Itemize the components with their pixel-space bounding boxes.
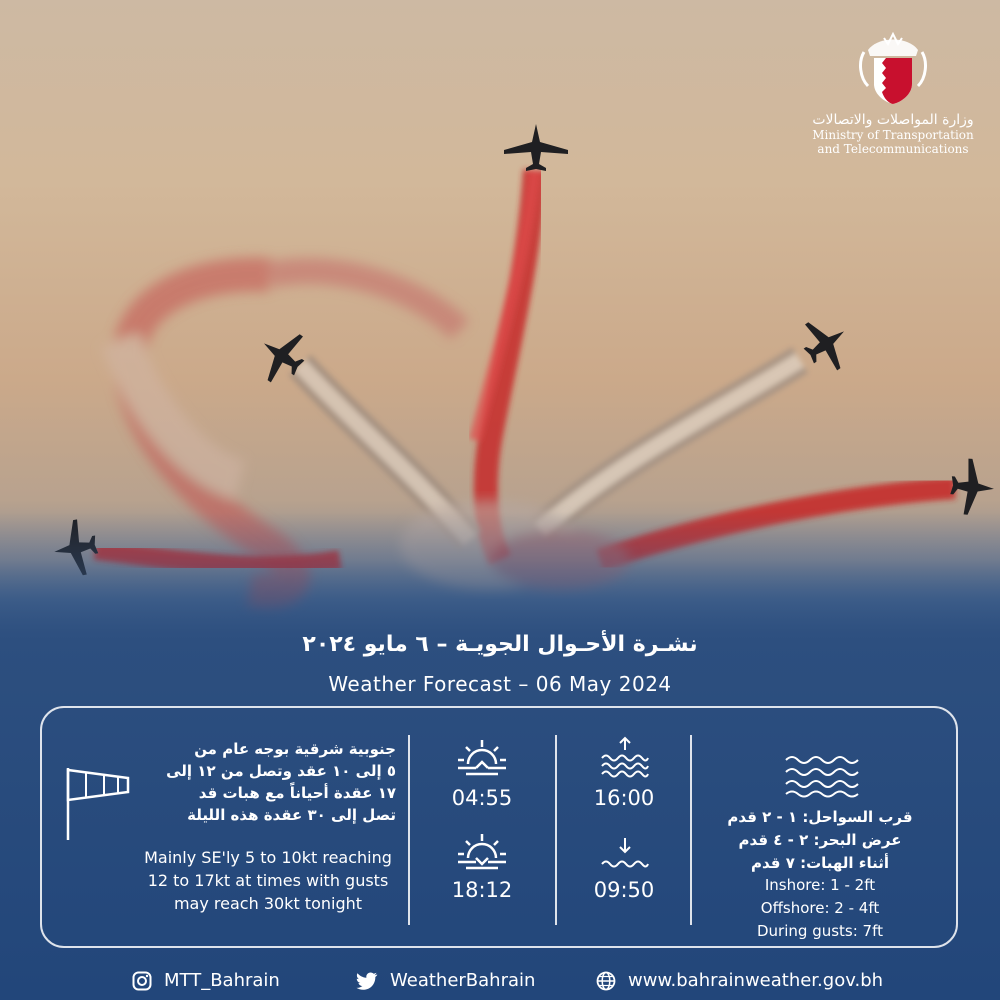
ministry-logo [808, 32, 978, 156]
sunrise-time: 04:55 [451, 786, 513, 810]
wind-line-ar: جنوبية شرقية بوجه عام من [194, 740, 396, 758]
divider [690, 735, 692, 925]
instagram-icon [132, 971, 152, 991]
twitter-link[interactable] [356, 970, 535, 991]
ministry-name-en-line2: and Telecommunications [817, 142, 969, 156]
globe-icon [596, 971, 616, 991]
windsock-icon [62, 764, 134, 844]
wind-forecast-en [130, 846, 406, 915]
high-tide-icon [598, 736, 652, 780]
sea-line-en: During gusts: 7ft [757, 922, 883, 940]
sea-line-en: Offshore: 2 - 4ft [760, 899, 880, 917]
high-tide-time: 16:00 [593, 786, 655, 810]
wind-line-en: may reach 30kt tonight [173, 894, 363, 913]
sunset-icon [456, 832, 508, 872]
website-url: www.bahrainweather.gov.bh [628, 970, 884, 991]
low-tide-icon [598, 836, 652, 872]
ministry-name-ar: وزارة المواصلات والاتصالات [812, 112, 974, 128]
sea-line-ar: عرض البحر: ٢ - ٤ قدم [738, 831, 902, 849]
sea-line-ar: قرب السواحل: ١ - ٢ قدم [727, 808, 913, 826]
instagram-handle: MTT_Bahrain [164, 970, 280, 991]
wind-forecast-ar [140, 738, 396, 826]
sea-state-en [700, 874, 940, 943]
sea-line-ar: أثناء الهبات: ٧ قدم [750, 854, 889, 872]
wind-line-ar: ١٧ عقدة أحياناً مع هبات قد [198, 784, 396, 802]
waves-icon [782, 752, 862, 798]
ministry-name-en-line1: Ministry of Transportation [812, 128, 974, 142]
website-link[interactable] [596, 970, 883, 991]
twitter-icon [356, 972, 378, 990]
wind-line-ar: ٥ إلى ١٠ عقد وتصل من ١٢ إلى [166, 762, 396, 780]
bahrain-emblem-icon [858, 32, 928, 108]
divider [555, 735, 557, 925]
wind-line-en: 12 to 17kt at times with gusts [147, 871, 389, 890]
wind-line-ar: تصل إلى ٣٠ عقدة هذه الليلة [187, 806, 396, 824]
sunrise-icon [456, 738, 508, 778]
page-title-ar: نشـرة الأحـوال الجويـة – ٦ مايو ٢٠٢٤ [302, 632, 698, 657]
sea-line-en: Inshore: 1 - 2ft [764, 876, 876, 894]
sea-state-ar [700, 806, 940, 875]
sunset-time: 18:12 [451, 878, 513, 902]
page-title-en: Weather Forecast – 06 May 2024 [328, 672, 672, 696]
wind-line-en: Mainly SE'ly 5 to 10kt reaching [144, 848, 392, 867]
twitter-handle: WeatherBahrain [390, 970, 536, 991]
instagram-link[interactable] [132, 970, 280, 991]
divider [408, 735, 410, 925]
low-tide-time: 09:50 [593, 878, 655, 902]
